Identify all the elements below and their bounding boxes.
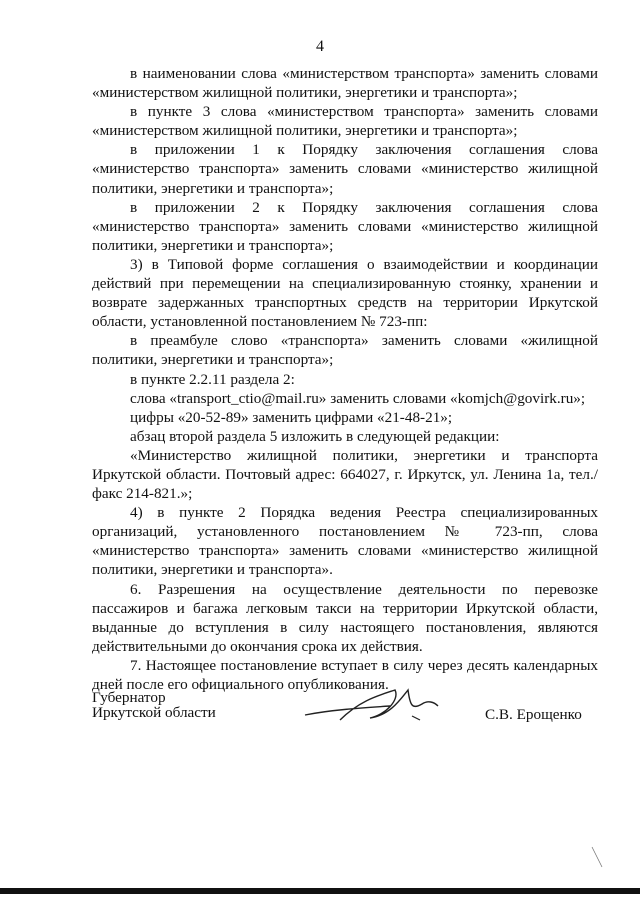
paragraph: в приложении 2 к Порядку заключения соглашения слова «министерство транспорта» заменить словами «министерство жилищной политики, энергетики и транспорта»; — [92, 198, 598, 254]
paragraph: в пункте 2.2.11 раздела 2: — [130, 370, 295, 388]
page-number: 4 — [316, 38, 324, 55]
paragraph: слова «transport_ctio@mail.ru» заменить словами «komjch@govirk.ru»; — [130, 389, 586, 407]
handwritten-signature — [300, 670, 450, 735]
paragraph: в приложении 1 к Порядку заключения соглашения слова «министерство транспорта» заменить словами «министерство жилищной политики, энергетики и транспорта»; — [92, 141, 598, 197]
signatory-region: Иркутской области — [92, 704, 216, 721]
paragraph: в преамбуле слово «транспорта» заменить словами «жилищной политики, энергетики и транспорта»; — [92, 332, 598, 369]
paragraph: абзац второй раздела 5 изложить в следующей редакции: — [130, 427, 500, 445]
paragraph: 4) в пункте 2 Порядка ведения Реестра специализированных организаций, установленного постановлением № 723-пп, слова «министерство транспорта» заменить словами «министерство жилищной политики, энергетики и транспорта». — [92, 504, 598, 579]
signatory-name: С.В. Ерощенко — [485, 706, 582, 723]
paragraph: 7. Настоящее постановление вступает в силу через десять календарных дней после его официального опубликования. — [92, 656, 598, 693]
paragraph: цифры «20-52-89» заменить цифрами «21-48-21»; — [130, 408, 453, 426]
signature-drawing — [300, 670, 450, 730]
paragraph: в наименовании слова «министерством транспорта» заменить словами «министерством жилищной политики, энергетики и транспорта»; — [92, 65, 598, 102]
signatory-title: Губернатор — [92, 689, 166, 706]
document-body — [92, 64, 598, 694]
paragraph: в пункте 3 слова «министерством транспорта» заменить словами «министерством жилищной политики, энергетики и транспорта»; — [92, 103, 598, 140]
paragraph: «Министерство жилищной политики, энергетики и транспорта Иркутской области. Почтовый адрес: 664027, г. Иркутск, ул. Ленина 1а, тел./факс 214-821.»; — [92, 446, 598, 503]
scan-mark — [590, 845, 610, 875]
signatory-position — [92, 690, 216, 720]
scan-border — [0, 888, 640, 894]
paragraph: 3) в Типовой форме соглашения о взаимодействии и координации действий при перемещении на специализированную стоянку, хранении и возврате задержанных транспортных средств на территории Иркутской области, установленной постановлением № 723-пп: — [92, 255, 598, 331]
paragraph: 6. Разрешения на осуществление деятельности по перевозке пассажиров и багажа легковым такси на территории Иркутской области, выданные до вступления в силу настоящего постановления, являются действительными до окончания срока их действия. — [92, 580, 598, 655]
